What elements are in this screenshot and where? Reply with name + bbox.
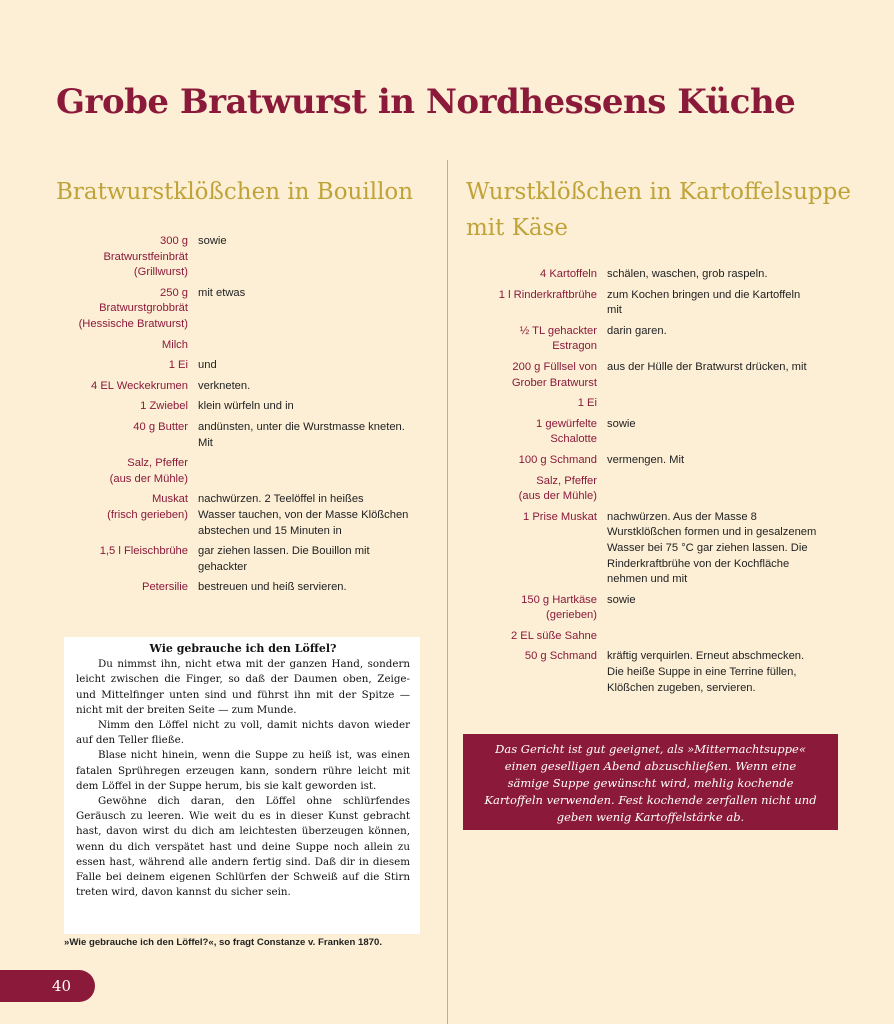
ingredient: 2 EL süße Sahne [510, 629, 597, 642]
ingredient: 1 gewürfelte Schalotte [536, 417, 597, 446]
instruction [198, 338, 436, 359]
instruction: nachwürzen. 2 Teelöffel in heißes Wasser tauchen, von der Masse Klößchen abstechen und 15 Minuten in [198, 493, 409, 537]
recipe-row [482, 510, 862, 593]
scan-caption: »Wie gebrauche ich den Löffel?«, so fragt Constanze v. Franken 1870. [64, 937, 383, 948]
historic-text-scan [64, 637, 420, 934]
recipe-row [66, 492, 436, 544]
ingredient: 1 Ei [168, 359, 188, 372]
scan-paragraph: Du nimmst ihn, nicht etwa mit der ganzen Hand, sondern leicht zwischen die Finger, so daß der Daumen oben, Zeige- und Mittelfinger unten sind und führst ihn mit der Spitze — nicht mit der breiten Seite — zum Munde. [76, 658, 410, 716]
instruction: nachwürzen. Aus der Masse 8 Wurstklößchen formen und in gesalzenem Wasser bei 75 °C gar ziehen lassen. Die Rinderkraftbrühe von der Kochfläche nehmen und mit [607, 510, 817, 586]
recipe-row [66, 456, 436, 492]
ingredient: 1,5 l Fleischbrühe [99, 545, 188, 558]
instruction [607, 629, 862, 650]
recipe-row [66, 544, 436, 580]
recipe-row [66, 580, 436, 601]
ingredient: 50 g Schmand [524, 650, 597, 663]
instruction: mit etwas [198, 286, 246, 299]
recipe-row [482, 649, 862, 701]
recipe-row [482, 288, 862, 324]
instruction: vermengen. Mit [607, 453, 685, 466]
instruction [198, 456, 436, 492]
ingredient: 100 g Schmand [518, 453, 597, 466]
ingredient: 150 g Hartkäse (gerieben) [521, 593, 597, 622]
ingredient: Salz, Pfeffer (aus der Mühle) [109, 457, 188, 485]
ingredient: 1 Ei [577, 397, 597, 410]
recipe-row [482, 267, 862, 288]
scan-title: Wie gebrauche ich den Löffel? [149, 642, 337, 655]
instruction: kräftig verquirlen. Erneut abschmecken. Die heiße Suppe in eine Terrine füllen, Klößchen zugeben, servieren. [607, 650, 805, 694]
recipe-row [66, 286, 436, 338]
instruction: klein würfeln und in [198, 400, 294, 413]
ingredient: 4 EL Weckekrumen [91, 379, 188, 392]
left-recipe-title: Bratwurstklößchen in Bouillon [56, 179, 414, 205]
recipe-row [482, 593, 862, 629]
ingredient: Petersilie [141, 581, 188, 594]
instruction: darin garen. [607, 324, 667, 337]
page-number: 40 [52, 977, 72, 995]
ingredient: 40 g Butter [133, 420, 188, 433]
instruction: sowie [607, 417, 636, 430]
left-recipe-table [66, 234, 436, 601]
scan-paragraph: Gewöhne dich daran, den Löffel ohne schlürfendes Geräusch zu leeren. Wie weit du es in dieser Kunst gebracht hast, davon wirst du dich am leichtesten überzeugen können, wenn du dich verspätet hast und deine Suppe noch allein zu essen hast, während alle andern fertig sind. Daß dir in diesem Falle bei deinem eigenen Schlürfen der Schweiß auf die Stirn treten wird, davon kannst du sicher sein. [76, 795, 410, 899]
instruction: verkneten. [198, 379, 251, 392]
recipe-row [66, 358, 436, 379]
recipe-row [482, 453, 862, 474]
right-recipe-table [482, 267, 862, 701]
instruction: andünsten, unter die Wurstmasse kneten. Mit [198, 420, 405, 449]
page-title: Grobe Bratwurst in Nordhessens Küche [56, 82, 796, 122]
recipe-row [482, 396, 862, 417]
column-divider [447, 160, 448, 1024]
ingredient: 1 l Rinderkraftbrühe [498, 288, 597, 301]
instruction: bestreuen und heiß servieren. [198, 581, 347, 594]
ingredient: ½ TL gehackter Estragon [519, 324, 597, 353]
right-recipe-title: Wurstklößchen in Kartoffelsuppe mit Käse [466, 179, 851, 241]
recipe-row [482, 324, 862, 360]
instruction: schälen, waschen, grob raspeln. [607, 268, 768, 280]
instruction: zum Kochen bringen und die Kartoffeln mit [607, 288, 801, 317]
recipe-row [66, 234, 436, 286]
instruction [607, 474, 862, 510]
ingredient: 300 g Bratwurstfeinbrät (Grillwurst) [103, 235, 188, 279]
tip-box: Das Gericht ist gut geeignet, als »Mitternachtsuppe« einen geselligen Abend abzuschließen. Wenn eine sämige Suppe gewünscht wird, mehlig kochende Kartoffeln verwenden. Fest kochende zerfallen nicht und geben wenig Kartoffelstärke ab. [463, 734, 838, 830]
recipe-row [482, 360, 862, 396]
ingredient: Muskat (frisch gerieben) [107, 493, 188, 521]
ingredient: Salz, Pfeffer (aus der Mühle) [518, 474, 597, 503]
ingredient: 200 g Füllsel von Grober Bratwurst [511, 360, 597, 389]
recipe-row [482, 474, 862, 510]
recipe-row [482, 629, 862, 650]
ingredient: 1 Zwiebel [140, 400, 188, 413]
recipe-row [66, 420, 436, 456]
ingredient: 1 Prise Muskat [523, 510, 597, 523]
scan-paragraph: Nimm den Löffel nicht zu voll, damit nichts davon wieder auf den Teller fließe. [76, 719, 410, 747]
ingredient: 4 Kartoffeln [539, 268, 597, 280]
page-number-tab [0, 970, 95, 1002]
instruction: und [198, 359, 217, 372]
recipe-row [482, 417, 862, 453]
recipe-row [66, 399, 436, 420]
instruction [607, 396, 862, 417]
instruction: sowie [198, 235, 227, 247]
recipe-row [66, 338, 436, 359]
scan-paragraph: Blase nicht hinein, wenn die Suppe zu heiß ist, was einen fatalen Sprühregen erzeugen kann, sondern rühre leicht mit dem Löffel in der Suppe herum, bis sie kalt geworden ist. [76, 749, 410, 792]
recipe-row [66, 379, 436, 400]
instruction: gar ziehen lassen. Die Bouillon mit gehackter [198, 545, 370, 573]
instruction: sowie [607, 593, 636, 606]
ingredient: Milch [161, 338, 188, 351]
instruction: aus der Hülle der Bratwurst drücken, mit [607, 360, 807, 373]
ingredient: 250 g Bratwurstgrobbrät (Hessische Bratwurst) [78, 286, 188, 330]
